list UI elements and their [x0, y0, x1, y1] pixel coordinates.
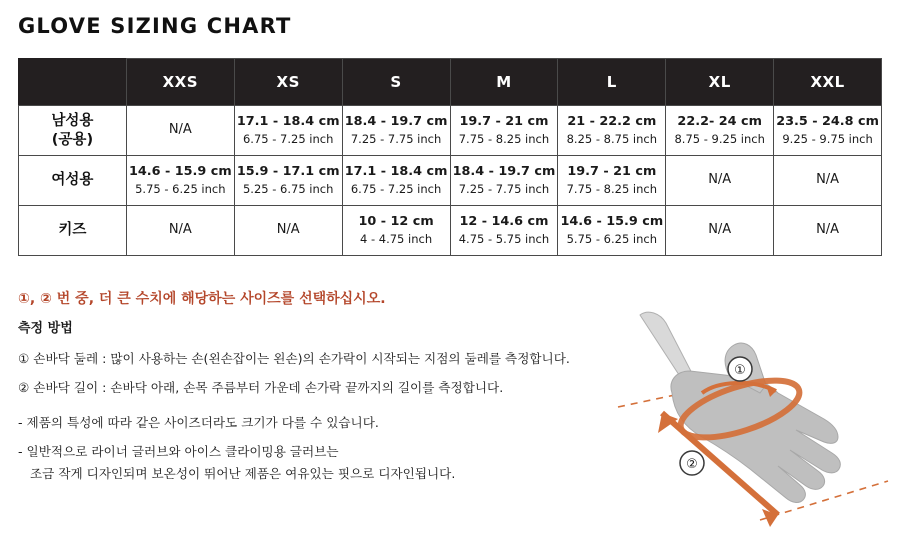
cell-value-inch: 8.25 - 8.75 inch [566, 132, 658, 147]
cell-value-na: N/A [168, 122, 192, 138]
cell-value-inch: 5.25 - 6.75 inch [242, 182, 334, 197]
cell-value-cm: 10 - 12 cm [358, 213, 434, 229]
row-label-womens: 여성용 [19, 156, 127, 206]
cell-value-cm: 23.5 - 24.8 cm [776, 113, 879, 129]
cell-value-cm: 19.7 - 21 cm [459, 113, 549, 129]
table-body [19, 106, 882, 256]
cell-womens-xl [666, 156, 774, 206]
column-header-m: M [450, 59, 558, 106]
column-header-s: S [342, 59, 450, 106]
cell-mens-m [450, 106, 558, 156]
cell-value-cm: 17.1 - 18.4 cm [236, 113, 340, 129]
table-row [19, 106, 882, 156]
cell-value-inch: 4 - 4.75 inch [359, 232, 433, 247]
cell-value-cm: 17.1 - 18.4 cm [344, 163, 448, 179]
cell-womens-xxl [774, 156, 882, 206]
cell-value-na: N/A [816, 172, 840, 188]
page-title: GLOVE SIZING CHART [18, 14, 292, 38]
cell-value-na: N/A [708, 222, 732, 238]
cell-womens-xs [234, 156, 342, 206]
cell-kids-xs [234, 206, 342, 256]
instructions-heading: 측정 방법 [18, 321, 73, 336]
cell-value-cm: 12 - 14.6 cm [459, 213, 549, 229]
cell-value-inch: 7.75 - 8.25 inch [458, 132, 550, 147]
cell-value-na: N/A [168, 222, 192, 238]
cell-kids-m [450, 206, 558, 256]
column-header-l: L [558, 59, 666, 106]
cell-value-cm: 21 - 22.2 cm [567, 113, 657, 129]
cell-value-cm: 22.2- 24 cm [677, 113, 762, 129]
cell-mens-l [558, 106, 666, 156]
cell-mens-xxl [774, 106, 882, 156]
cell-value-na: N/A [276, 222, 300, 238]
cell-kids-xxs [126, 206, 234, 256]
table-header [19, 59, 882, 106]
row-label-line1: 남성용 [51, 112, 94, 129]
hand-measurement-diagram [610, 285, 895, 540]
table-row [19, 156, 882, 206]
cell-value-inch: 6.75 - 7.25 inch [350, 182, 442, 197]
cell-value-na: N/A [816, 222, 840, 238]
cell-value-inch: 9.25 - 9.75 inch [782, 132, 873, 147]
cell-value-inch: 4.75 - 5.75 inch [458, 232, 550, 247]
table-header-row [19, 59, 882, 106]
note-bullet-1: - 제품의 특성에 따라 같은 사이즈더라도 크기가 다를 수 있습니다. [18, 414, 379, 430]
cell-value-inch: 8.75 - 9.25 inch [674, 132, 765, 147]
row-label-mens [19, 106, 127, 156]
cell-value-inch: 6.75 - 7.25 inch [242, 132, 334, 147]
cell-value-cm: 18.4 - 19.7 cm [452, 163, 556, 179]
row-label-line2: (공용) [51, 131, 94, 148]
marker-1-label: ① [734, 363, 746, 378]
cell-kids-s [342, 206, 450, 256]
note-bullet-2-cont: 조금 작게 디자인되며 보온성이 뛰어난 제품은 여유있는 핏으로 디자인됩니다. [30, 465, 456, 481]
cell-mens-xxs [126, 106, 234, 156]
cell-mens-xs [234, 106, 342, 156]
row-label-kids: 키즈 [19, 206, 127, 256]
instruction-step-1: ① 손바닥 둘레 : 많이 사용하는 손(왼손잡이는 왼손)의 손가락이 시작되는 지점의 둘레를 측정합니다. [18, 350, 570, 366]
size-selection-notice: ①, ② 번 중, 더 큰 수치에 해당하는 사이즈를 선택하십시오. [18, 291, 386, 307]
cell-kids-l [558, 206, 666, 256]
cell-womens-l [558, 156, 666, 206]
cell-womens-s [342, 156, 450, 206]
cell-value-inch: 5.75 - 6.25 inch [135, 182, 226, 197]
measurement-instructions [18, 320, 618, 494]
hand-silhouette [640, 312, 840, 502]
column-header-xxl: XXL [774, 59, 882, 106]
column-header-xs: XS [234, 59, 342, 106]
instruction-step-2: ② 손바닥 길이 : 손바닥 아래, 손목 주름부터 가운데 손가락 끝까지의 길이를 측정합니다. [18, 379, 504, 395]
table-corner-cell [19, 59, 127, 106]
table-row [19, 206, 882, 256]
sizing-table [18, 58, 882, 256]
cell-value-na: N/A [708, 172, 732, 188]
cell-kids-xl [666, 206, 774, 256]
hand-diagram-svg [610, 285, 895, 540]
cell-mens-xl [666, 106, 774, 156]
cell-kids-xxl [774, 206, 882, 256]
cell-value-inch: 7.25 - 7.75 inch [458, 182, 550, 197]
cell-value-cm: 15.9 - 17.1 cm [236, 163, 340, 179]
cell-womens-xxs [126, 156, 234, 206]
cell-value-cm: 18.4 - 19.7 cm [344, 113, 448, 129]
cell-value-cm: 14.6 - 15.9 cm [560, 213, 664, 229]
note-bullet-2: - 일반적으로 라이너 글러브와 아이스 클라이밍용 글러브는 [18, 443, 339, 459]
cell-value-inch: 7.75 - 8.25 inch [566, 182, 658, 197]
cell-value-inch: 5.75 - 6.25 inch [566, 232, 658, 247]
cell-value-inch: 7.25 - 7.75 inch [350, 132, 442, 147]
cell-mens-s [342, 106, 450, 156]
marker-2-label: ② [686, 457, 698, 472]
cell-value-cm: 19.7 - 21 cm [567, 163, 657, 179]
cell-womens-m [450, 156, 558, 206]
cell-value-cm: 14.6 - 15.9 cm [128, 163, 232, 179]
column-header-xxs: XXS [126, 59, 234, 106]
column-header-xl: XL [666, 59, 774, 106]
